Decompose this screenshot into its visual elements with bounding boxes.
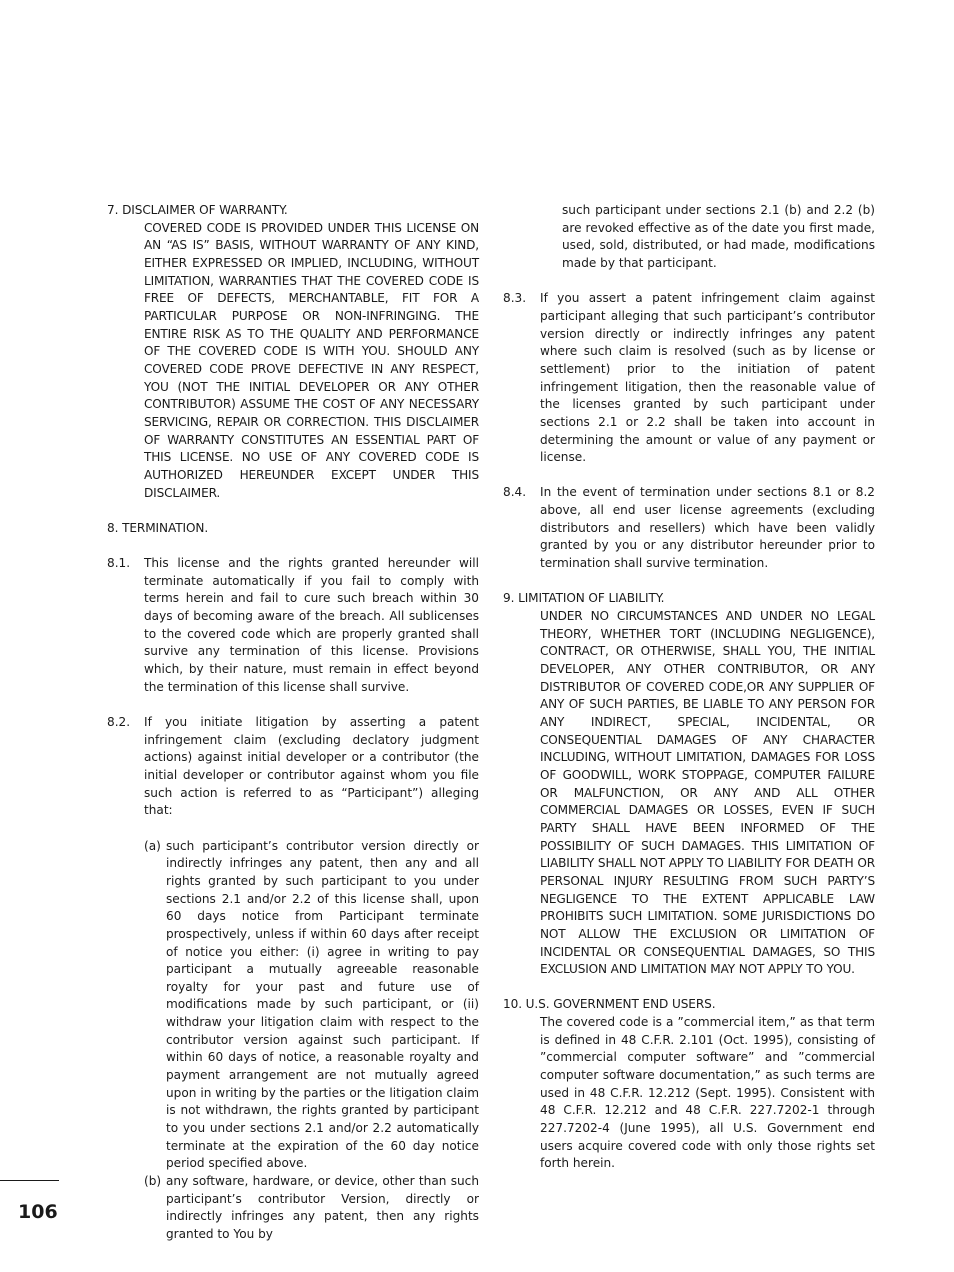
section-8-1-number: 8.1. bbox=[107, 556, 131, 571]
section-8-2-a-marker: (a) bbox=[144, 838, 161, 853]
section-8-3 bbox=[503, 290, 875, 467]
section-10-heading: 10. U.S. GOVERNMENT END USERS. bbox=[503, 997, 716, 1012]
section-8-4 bbox=[503, 484, 875, 572]
section-8-2-b bbox=[144, 1173, 479, 1244]
section-8-1-body: This license and the rights granted hereunder will terminate automatically if you fail to comply with terms herein and fail to cure such breach within 30 days of becoming aware of the breach. All sublicenses to the covered code which are properly granted shall survive any termination of this license. Provisions which, by their nature, must remain in effect beyond the termination of this license shall survive. bbox=[144, 556, 479, 694]
section-8-2-number: 8.2. bbox=[107, 714, 131, 729]
section-8-4-number: 8.4. bbox=[503, 485, 527, 500]
right-column bbox=[503, 202, 875, 1173]
section-8-3-number: 8.3. bbox=[503, 291, 527, 306]
section-7-heading: 7. DISCLAIMER OF WARRANTY. bbox=[107, 203, 288, 217]
section-8-4-body: In the event of termination under sections 8.1 or 8.2 above, all end user license agreements (excluding distributors and resellers) which have been validly granted by you or any distributor hereunder prior to termination shall survive termination. bbox=[540, 485, 875, 571]
section-8-2 bbox=[107, 714, 479, 820]
section-8-2-body: If you initiate litigation by asserting a patent infringement claim (excluding declatory judgment actions) against initial developer or a contributor (the initial developer or contributor against whom you file such action is referred to as “Participant”) alleging that: bbox=[144, 714, 479, 818]
section-8-2-a-body: such participant’s contributor version directly or indirectly infringes any patent, then any and all rights granted by such participant to you under sections 2.1 and/or 2.2 of this license shall, upon 60 days notice from Participant terminate prospectively, unless if within 60 days after receipt of notice you either: (i) agree in writing to pay participant a mutually agreeable reasonable royalty for your past and future use of modifications made by such participant, or (ii) withdraw your litigation claim with respect to the contributor version against such participant. If within 60 days of notice, a reasonable royalty and payment arrangement are not mutually agreed upon in writing by the parties or the litigation claim is not withdrawn, the rights granted by participant to you under sections 2.1 and/or 2.2 automatically terminate at the expiration of the 60 day notice period specified above. bbox=[166, 838, 479, 1171]
section-10-body: The covered code is a ”commercial item,” as that term is defined in 48 C.F.R. 2.101 (Oct. 1995), consisting of ”commercial computer software” and ”commercial computer software documentation,” as such terms are used in 48 C.F.R. 12.212 (Sept. 1995). Consistent with 48 C.F.R. 12.212 and 48 C.F.R. 227.7202-1 through 227.7202-4 (June 1995), all U.S. Government end users acquire covered code with only those rights set forth herein. bbox=[540, 1015, 875, 1171]
section-8-2-a bbox=[144, 838, 479, 1173]
section-8-2-b-body: any software, hardware, or device, other than such participant’s contributor Version, directly or indirectly infringes any patent, then any rights granted to You by bbox=[166, 1174, 479, 1241]
section-8-heading: 8. TERMINATION. bbox=[107, 520, 209, 535]
page-number: 106 bbox=[18, 1201, 58, 1223]
section-9-body: UNDER NO CIRCUMSTANCES AND UNDER NO LEGAL THEORY, WHETHER TORT (INCLUDING NEGLIGENCE), CONTRACT, OR OTHERWISE, SHALL YOU, THE INITIAL DEVELOPER, ANY OTHER CONTRIBUTOR, OR ANY DISTRIBUTOR OF COVERED CODE,OR ANY SUPPLIER OF ANY OF SUCH PARTIES, BE LIABLE TO ANY PERSON FOR ANY INDIRECT, SPECIAL, INCIDENTAL, OR CONSEQUENTIAL DAMAGES OF ANY CHARACTER INCLUDING, WITHOUT LIMITATION, DAMAGES FOR LOSS OF GOODWILL, WORK STOPPAGE, COMPUTER FAILURE OR MALFUNCTION, OR ANY AND ALL OTHER COMMERCIAL DAMAGES OR LOSSES, EVEN IF SUCH PARTY SHALL HAVE BEEN INFORMED OF THE POSSIBILITY OF SUCH DAMAGES. THIS LIMITATION OF LIABILITY SHALL NOT APPLY TO LIABILITY FOR DEATH OR PERSONAL INJURY RESULTING FROM SUCH PARTY’S NEGLIGENCE TO THE EXTENT APPLICABLE LAW PROHIBITS SUCH LIMITATION. SOME JURISDICTIONS DO NOT ALLOW THE EXCLUSION OR LIMITATION OF INCIDENTAL OR CONSEQUENTIAL DAMAGES, SO THIS EXCLUSION AND LIMITATION MAY NOT APPLY TO YOU. bbox=[540, 609, 875, 977]
section-7-body: COVERED CODE IS PROVIDED UNDER THIS LICENSE ON AN “AS IS” BASIS, WITHOUT WARRANTY OF ANY KIND, EITHER EXPRESSED OR IMPLIED, INCLUDING, WITHOUT LIMITATION, WARRANTIES THAT THE COVERED CODE IS FREE OF DEFECTS, MERCHANTABLE, FIT FOR A PARTICULAR PURPOSE OR NON-INFRINGING. THE ENTIRE RISK AS TO THE QUALITY AND PERFORMANCE OF THE COVERED CODE IS WITH YOU. SHOULD ANY COVERED CODE PROVE DEFECTIVE IN ANY RESPECT, YOU (NOT THE INITIAL DEVELOPER OR ANY OTHER CONTRIBUTOR) ASSUME THE COST OF ANY NECESSARY SERVICING, REPAIR OR CORRECTION. THIS DISCLAIMER OF WARRANTY CONSTITUTES AN ESSENTIAL PART OF THIS LICENSE. NO USE OF ANY COVERED CODE IS AUTHORIZED HEREUNDER EXCEPT UNDER THIS DISCLAIMER. bbox=[144, 220, 479, 500]
section-8-2-b-marker: (b) bbox=[144, 1174, 162, 1189]
footer-rule bbox=[0, 1180, 59, 1181]
left-column bbox=[107, 202, 479, 1244]
section-9-heading: 9. LIMITATION OF LIABILITY. bbox=[503, 591, 665, 606]
section-8-2-b-continued: such participant under sections 2.1 (b) and 2.2 (b) are revoked effective as of the date you first made, used, sold, distributed, or had made, modifications made by that participant. bbox=[562, 203, 875, 270]
section-8-1 bbox=[107, 555, 479, 696]
section-8-3-body: If you assert a patent infringement claim against participant alleging that such participant’s contributor version directly or indirectly infringes any patent where such claim is resolved (such as by license or settlement) prior to the initiation of patent infringement litigation, then the reasonable value of the licenses granted by such participant under sections 2.1 or 2.2 shall be taken into account in determining the amount or value of any payment or license. bbox=[540, 291, 875, 465]
